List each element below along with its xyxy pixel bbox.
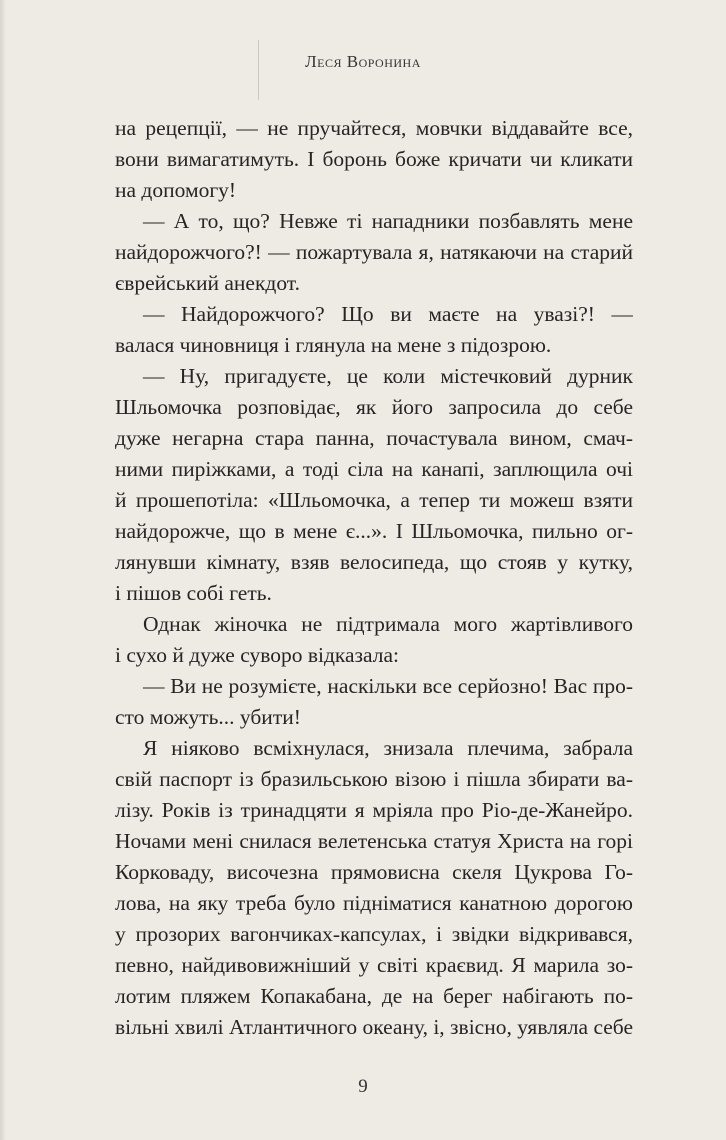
text-line: і сухо й дуже суворо відказала: [115, 643, 400, 667]
text-line: — А то, що? Невже ті нападники позбавлять мене [143, 209, 633, 233]
text-line: лянувши кімнату, взяв велосипеда, що стояв у кутку, [115, 550, 633, 574]
text-line: — Ви не розумієте, наскільки все серйозно! Вас про- [143, 674, 633, 698]
text-line: сто можуть... убити! [115, 705, 301, 729]
text-line: свій паспорт із бразильською візою і пішла збирати ва- [115, 767, 633, 791]
text-line: на допомогу! [115, 178, 237, 202]
text-line: Шльомочка розповідає, як його запросила до себе [115, 395, 633, 419]
text-line: — Ну, пригадуєте, це коли містечковий дурник [143, 364, 633, 388]
text-line: Ночами мені снилася велетенська статуя Христа на горі [115, 829, 633, 853]
text-line: Однак жіночка не підтримала мого жартівливого [143, 612, 633, 636]
text-line: вільні хвилі Атлантичного океану, і, звісно, уявляла себе [115, 1015, 633, 1039]
text-line: найдорожчого?! — пожартувала я, натякаючи на старий [115, 240, 633, 264]
text-line: дуже негарна стара панна, почастувала вином, смач- [115, 426, 633, 450]
text-line: лізу. Років із тринадцяти я мріяла про Ріо-де-Жанейро. [115, 798, 633, 822]
text-line: у прозорих вагончиках-капсулах, і звідки відкривався, [115, 922, 633, 946]
page-number: 9 [358, 1076, 368, 1097]
text-line: лотим пляжем Копакабана, де на берег набігають по- [115, 984, 633, 1008]
text-line: єврейський анекдот. [115, 271, 300, 295]
page-gutter-shadow [0, 0, 6, 1140]
text-line: й прошепотіла: «Шльомочка, а тепер ти можеш взяти [115, 488, 633, 512]
text-line: найдорожче, що в мене є...». І Шльомочка, пильно ог- [115, 519, 633, 543]
text-line: — Найдорожчого? Що ви маєте на увазі?! — [143, 302, 633, 326]
text-line: певно, найдивовижніший у світі краєвид. Я марила зо- [115, 953, 633, 977]
page-body-text [115, 113, 633, 1043]
running-header: Леся Воронина [305, 52, 421, 71]
text-line: вони вимагатимуть. І боронь боже кричати чи кликати [115, 147, 633, 171]
text-line: на рецепції, — не пручайтеся, мовчки віддавайте все, [115, 116, 633, 140]
text-line: Корковаду, височезна прямовисна скеля Цукрова Го- [115, 860, 633, 884]
text-line: ними пиріжками, а тоді сіла на канапі, заплющила очі [115, 457, 633, 481]
text-line: Я ніяково всміхнулася, знизала плечима, забрала [143, 736, 633, 760]
text-line: лова, на яку треба було підніматися канатною дорогою [115, 891, 633, 915]
text-line: валася чиновниця і глянула на мене з підозрою. [115, 333, 552, 357]
text-line: і пішов собі геть. [115, 581, 272, 605]
